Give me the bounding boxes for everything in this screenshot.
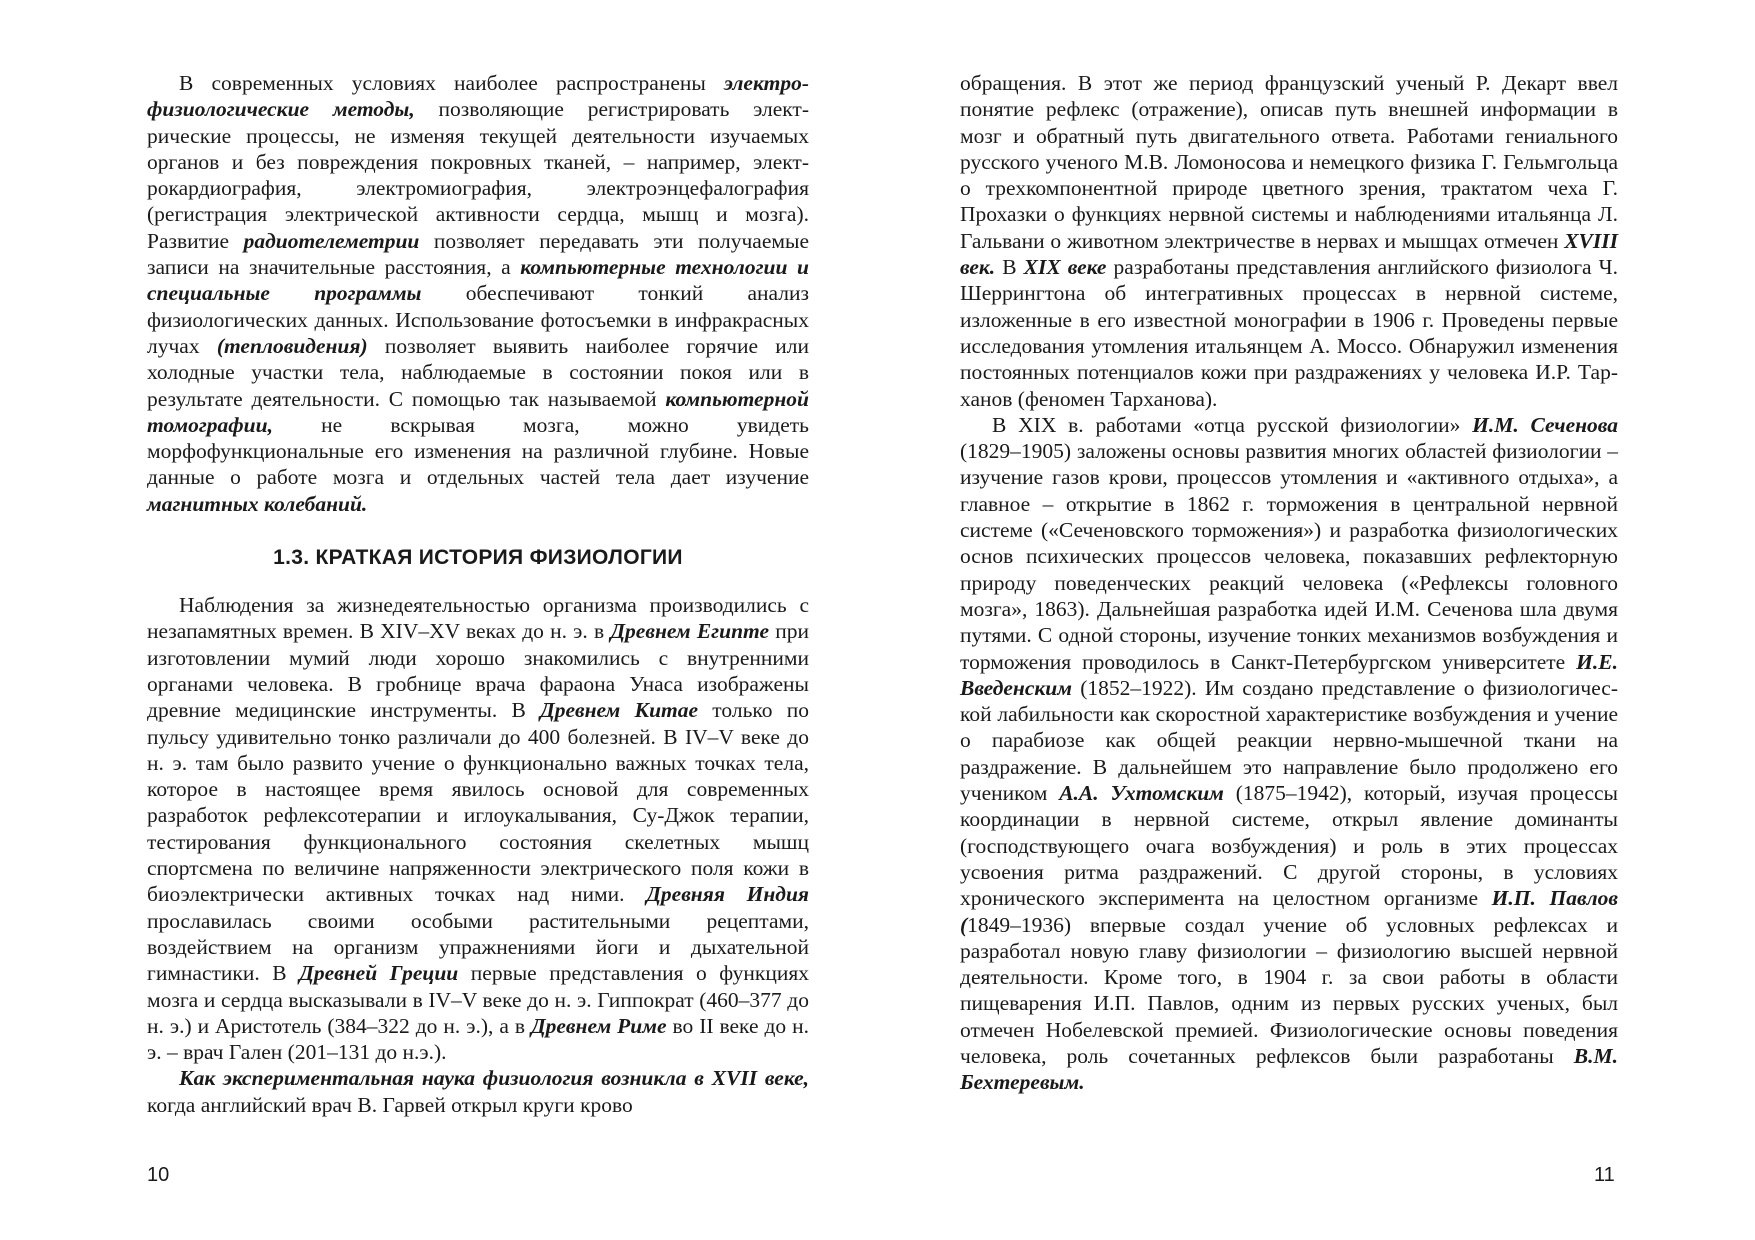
text-run: (1875–1942), который, изучая процессы координации в нервной системе, открыл явление доминанты (господствующего очага возбуждения) и роль в этих процессах усвоения ритма раздражений. С другой стороны, в условиях хронического эксперимента на целостном организме <box>960 781 1618 911</box>
paragraph-modern-methods <box>147 70 809 517</box>
text-run: обеспечивают тонкий анализ физиологических данных. Использование фотосъемки в инфракрасных лучах <box>147 281 809 358</box>
page-number: 10 <box>147 1164 170 1186</box>
emphasis: Древняя Индия <box>646 882 809 907</box>
text-run: когда английский врач В. Гарвей открыл круги крово <box>147 1092 633 1117</box>
section-heading: 1.3. КРАТКАЯ ИСТОРИЯ ФИЗИОЛОГИИ <box>273 546 683 570</box>
text-run: только по пульсу удивительно тонко различали до 400 болезней. В IV–V веке до н. э. там было развито учение о функционально важных точках тела, которое в настоящее время явилось основой для современных разработок рефлексотерапии и иглоукалывания, Су-Джок терапии, тестирования функционального состояния скелетных мышц спортсмена по величине напряженности электрического поля кожи в биоэлектрически активных точках над ними. <box>147 698 809 907</box>
paragraph-experimental-science <box>147 1065 809 1118</box>
text-run: В современных условиях наиболее распространены <box>179 71 725 95</box>
emphasis: И.Е. Введенским <box>960 649 1618 700</box>
emphasis: XVIII век. <box>960 228 1618 280</box>
text-run: при изготовлении мумий люди хорошо знакомились с внутренними органами человека. В гробнице врача фараона Унаса изображены древние медицинские инструменты. В <box>147 619 810 723</box>
paragraph-continuation <box>960 70 1618 412</box>
emphasis: компьютерной томографии, <box>147 386 809 437</box>
text-run: прославилась своими особыми растительными рецептами, воздействием на организм упражнениями йоги и дыхательной гимнастики. В <box>147 908 809 986</box>
emphasis: компьютерные технологии и специальные программы <box>147 255 809 306</box>
emphasis: радиотелеметрии <box>243 228 420 253</box>
left-page <box>0 0 877 1240</box>
text-run: (1852–1922). Им создано представление о физиологической лабильности как скоростной характеристике возбуждения и учение о парабиозе как общей реакции нервно-мышечной ткани на раздражение. В дальнейшем это направление было продолжено его учеником <box>960 675 1618 806</box>
paragraph-ancient-history <box>147 592 809 1065</box>
text-run: позволяет выявить наиболее горячие или холодные участки тела, наблюдаемые в состоянии покоя или в результате деятельности. С помощью так называемой <box>147 333 809 411</box>
left-text-column <box>147 70 809 1118</box>
text-run: во II веке до н. э. – врач Гален (201–131 до н.э.). <box>147 1013 809 1065</box>
text-run: (1829–1905) заложены основы развития многих областей физиологии – изучение газов крови, процессов утомления и «активного отдыха», а главное – открытие в 1862 г. торможения в центральной нервной системе («Сеченовского торможения») и разработка физиологических основ психических процессов человека, показавших рефлекторную природу поведенческих реакций человека («Рефлексы головного мозга», 1863). Дальнейшая разработка идей И.М. Сеченова шла двумя путями. С одной стороны, изучение тонких механизмов возбуждения и торможения проводилось в Санкт-Петербургском университете <box>960 439 1618 674</box>
text-run: разработаны представления английского физиолога Ч. Шеррингтона об интегративных процессах в нервной системе, изложенные в его известной монографии в 1906 г. Проведены первые исследования утомления итальянцем А. Моссо. Обнаружил изменения постоянных потенциалов кожи при раздражениях у человека И.Р. Тарханов (феномен Тарханова). <box>960 255 1619 411</box>
text-run: Наблюдения за жизнедеятельностью организма производились с незапамятных времен. В XIV–XV веках до н. э. в <box>147 593 809 644</box>
emphasis: В.М. Бехтеревым. <box>960 1043 1618 1095</box>
paragraph-sechenov <box>960 412 1618 1096</box>
text-run: обращения. В этот же период французский ученый Р. Декарт ввел понятие рефлекс (отражение), описав путь внешней информации в мозг и обратный путь двигательного ответа. Работами гениального русского ученого М.В. Ломоносова и немецкого физика Г. Гельмгольца о трехкомпонентной природе цветного зрения, трактатом чеха Г. Прохазки о функциях нервной системы и наблюдениями итальянца Л. Гальвани о животном электричестве в нервах и мышцах отмечен <box>960 71 1618 253</box>
emphasis: XIX веке <box>1023 255 1107 280</box>
emphasis: И.П. Павлов ( <box>960 886 1618 937</box>
emphasis: Древнем Китае <box>540 698 699 723</box>
emphasis: Как экспериментальная наука физиология возникла в XVII веке, <box>179 1066 809 1091</box>
emphasis: А.А. Ухтомским <box>1059 781 1224 806</box>
text-run: первые представления о функциях мозга и сердца высказывали в IV–V веке до н. э. Гиппократ (460–377 до н. э.) и Аристотель (384–322 до н. э.), а в <box>147 961 810 1038</box>
emphasis: Древней Греции <box>299 961 459 986</box>
right-text-column <box>960 70 1618 1096</box>
text-run: 1849–1936) впервые создал учение об условных рефлексах и разработал новую главу физиологии – физиологию высшей нервной деятельности. Кроме того, в 1904 г. за свои работы в области пищеварения И.П. Павлов, одним из первых русских ученых, был отмечен Нобелевской премией. Физиологические основы поведения человека, роль сочетанных рефлексов были разработаны <box>960 912 1618 1068</box>
emphasis: Древнем Риме <box>530 1013 667 1038</box>
emphasis: (тепловидения) <box>216 333 368 358</box>
text-run: позволяет передавать эти получаемые записи на значительные расстояния, а <box>147 228 809 280</box>
emphasis: магнитных колебаний. <box>147 491 368 516</box>
text-run: В XIX в. работами «отца русской физиологии» <box>992 412 1473 437</box>
text-run: позволяющие регистрировать электрические процессы, не изменяя текущей деятельности изучаемых органов и без повреждения покровных тканей, – например, электрокардиография, электромиография, электроэнцефалография (регистрация электрической активности сердца, мышц и мозга). Развитие <box>147 97 809 253</box>
text-run: не вскрывая мозга, можно увидеть морфофункциональные его изменения на различной глубине. Новые данные о работе мозга и отдельных частей тела дает изучение <box>147 412 809 490</box>
page-number: 11 <box>1594 1164 1615 1186</box>
right-page <box>877 0 1755 1240</box>
emphasis: Древнем Египте <box>610 619 770 644</box>
emphasis: И.М. Сеченова <box>1472 412 1619 437</box>
emphasis: электрофизиологические методы, <box>147 71 809 122</box>
text-run: В <box>995 255 1024 280</box>
